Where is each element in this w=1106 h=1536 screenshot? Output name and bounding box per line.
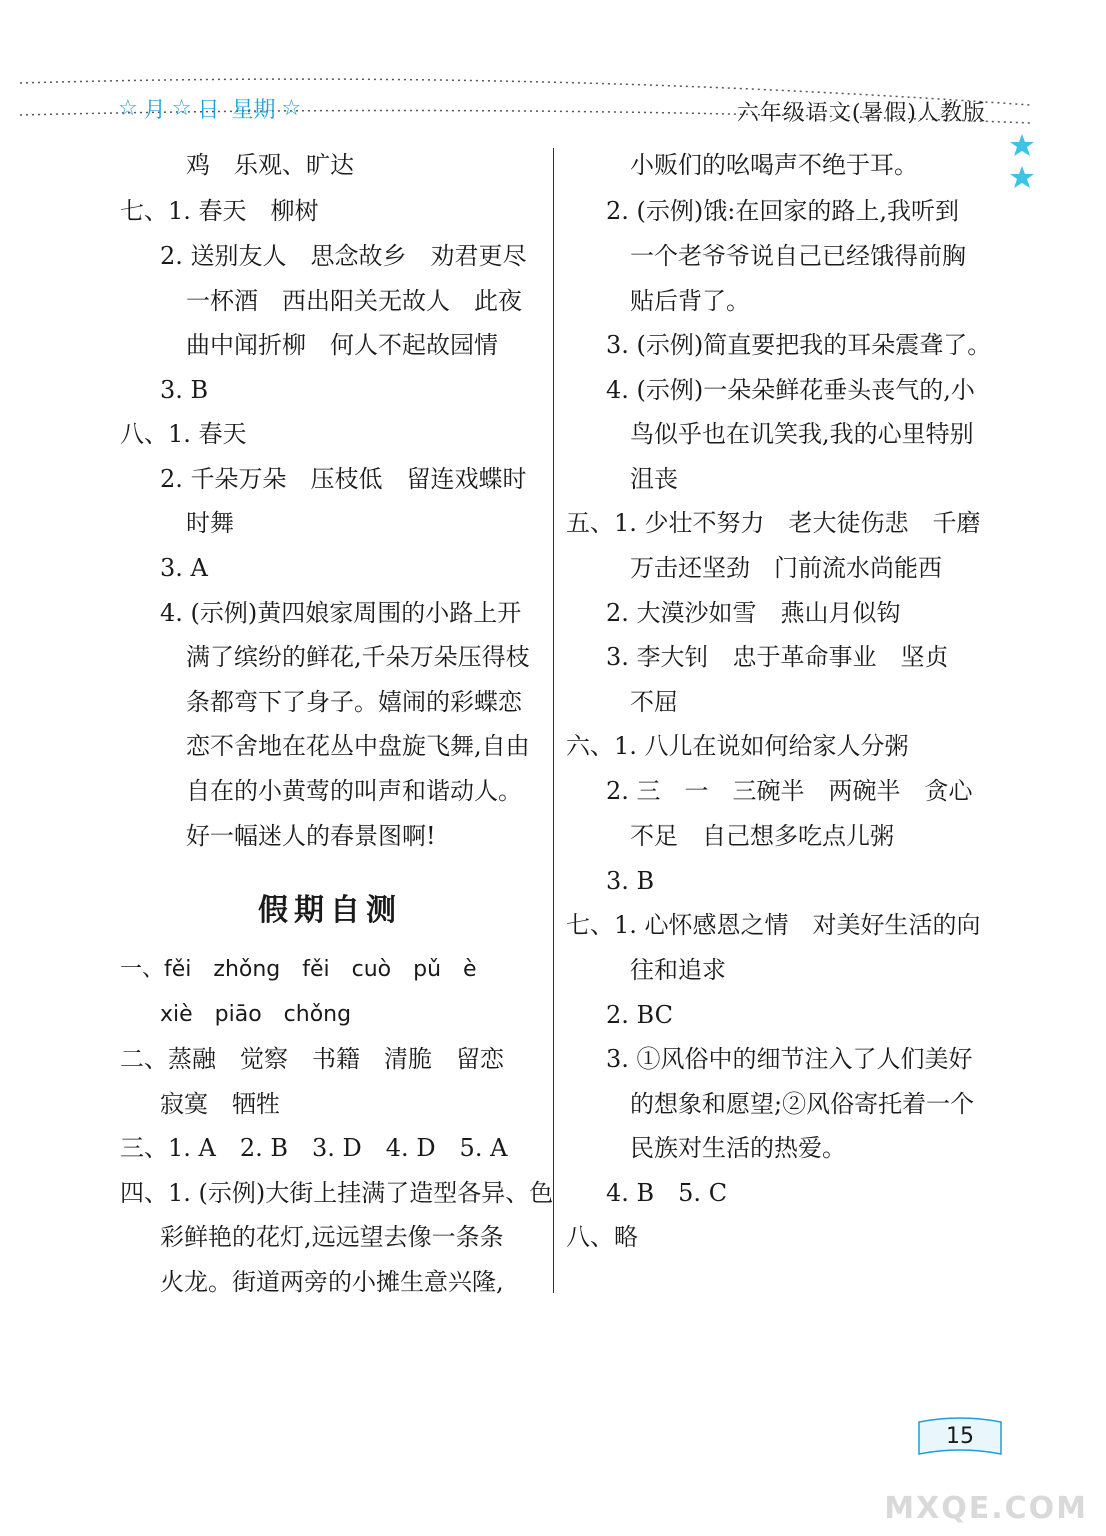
answer-line: 2. 千朵万朵 压枝低 留连戏蝶时	[160, 465, 527, 493]
answer-line: 鸡 乐观、旷达	[186, 151, 354, 179]
answer-line: 六、1. 八儿在说如何给家人分粥	[566, 732, 909, 760]
answer-line: 沮丧	[630, 465, 678, 493]
answer-line: 3. A	[160, 554, 208, 582]
watermark: MXQE.COM	[884, 1491, 1088, 1526]
answer-line: 不足 自己想多吃点儿粥	[630, 822, 894, 850]
answer-line: 3. B	[160, 376, 209, 404]
answer-line: 一个老爷爷说自己已经饿得前胸	[630, 242, 966, 270]
answer-line: 三、1. A 2. B 3. D 4. D 5. A	[120, 1134, 508, 1162]
answer-line: 满了缤纷的鲜花,千朵万朵压得枝	[186, 643, 530, 671]
star-icon: ☆	[281, 95, 302, 121]
answer-line: 寂寞 牺牲	[160, 1090, 280, 1118]
answer-line: 二、蒸融 觉察 书籍 清脆 留恋	[120, 1045, 504, 1073]
page-number: 15	[946, 1424, 974, 1449]
answer-line: 鸟似乎也在讥笑我,我的心里特别	[630, 420, 974, 448]
answer-line: 4. (示例)黄四娘家周围的小路上开	[160, 599, 522, 627]
answer-line: 万击还坚劲 门前流水尚能西	[630, 554, 942, 582]
answer-line: 不屈	[630, 688, 678, 716]
answer-line: 七、1. 春天 柳树	[120, 197, 319, 225]
answer-line: 彩鲜艳的花灯,远远望去像一条条	[160, 1223, 504, 1251]
month-label: 月	[143, 97, 166, 123]
answer-line: 五、1. 少壮不努力 老大徒伤悲 千磨	[566, 509, 981, 537]
answer-line: 八、略	[566, 1223, 638, 1251]
answer-line: 好一幅迷人的春景图啊!	[186, 822, 436, 850]
answer-line: 小贩们的吆喝声不绝于耳。	[630, 151, 918, 179]
answer-line: 2. 大漠沙如雪 燕山月似钩	[606, 599, 901, 627]
answer-line: 4. B 5. C	[606, 1179, 728, 1207]
answer-line: 火龙。街道两旁的小摊生意兴隆,	[160, 1268, 504, 1296]
answer-line: 条都弯下了身子。嬉闹的彩蝶恋	[186, 688, 522, 716]
section-title: 假期自测	[258, 893, 402, 928]
answer-line: 四、1. (示例)大街上挂满了造型各异、色	[120, 1179, 554, 1207]
answer-line: 3. B	[606, 867, 655, 895]
answer-line: 民族对生活的热爱。	[630, 1134, 846, 1162]
answer-line: 2. 三 一 三碗半 两碗半 贪心	[606, 777, 973, 805]
date-strip	[118, 88, 301, 128]
answer-line: 恋不舍地在花丛中盘旋飞舞,自由	[186, 732, 530, 760]
answer-line: 一、fěi zhǒng fěi cuò pǔ è	[120, 957, 477, 982]
answer-line: 曲中闻折柳 何人不起故园情	[186, 331, 498, 359]
book-title: 六年级语文(暑假)人教版	[736, 101, 986, 126]
star-icon: ☆	[171, 95, 192, 121]
answer-line: 2. BC	[606, 1001, 673, 1029]
star-decoration-icon	[1008, 130, 1048, 200]
answer-line: 3. ①风俗中的细节注入了人们美好	[606, 1045, 973, 1073]
answer-line: 3. 李大钊 忠于革命事业 坚贞	[606, 643, 949, 671]
answer-line: 的想象和愿望;②风俗寄托着一个	[630, 1090, 975, 1118]
weekday-label: 星期	[231, 97, 276, 123]
answer-line: 往和追求	[630, 956, 726, 984]
answer-line: 2. 送别友人 思念故乡 劝君更尽	[160, 242, 527, 270]
answer-line: 4. (示例)一朵朵鲜花垂头丧气的,小	[606, 376, 975, 404]
day-label: 日	[197, 97, 220, 123]
answer-line: 八、1. 春天	[120, 420, 247, 448]
answer-line: 自在的小黄莺的叫声和谐动人。	[186, 777, 522, 805]
answer-line: 一杯酒 西出阳关无故人 此夜	[186, 287, 522, 315]
answer-line: 2. (示例)饿:在回家的路上,我听到	[606, 197, 959, 225]
answer-line: 贴后背了。	[630, 287, 750, 315]
answer-line: xiè piāo chǒng	[160, 1002, 352, 1027]
column-divider	[553, 148, 554, 1293]
answer-line: 时舞	[186, 509, 234, 537]
answer-line: 七、1. 心怀感恩之情 对美好生活的向	[566, 911, 981, 939]
star-icon: ☆	[118, 95, 138, 121]
answer-line: 3. (示例)简直要把我的耳朵震聋了。	[606, 331, 992, 359]
